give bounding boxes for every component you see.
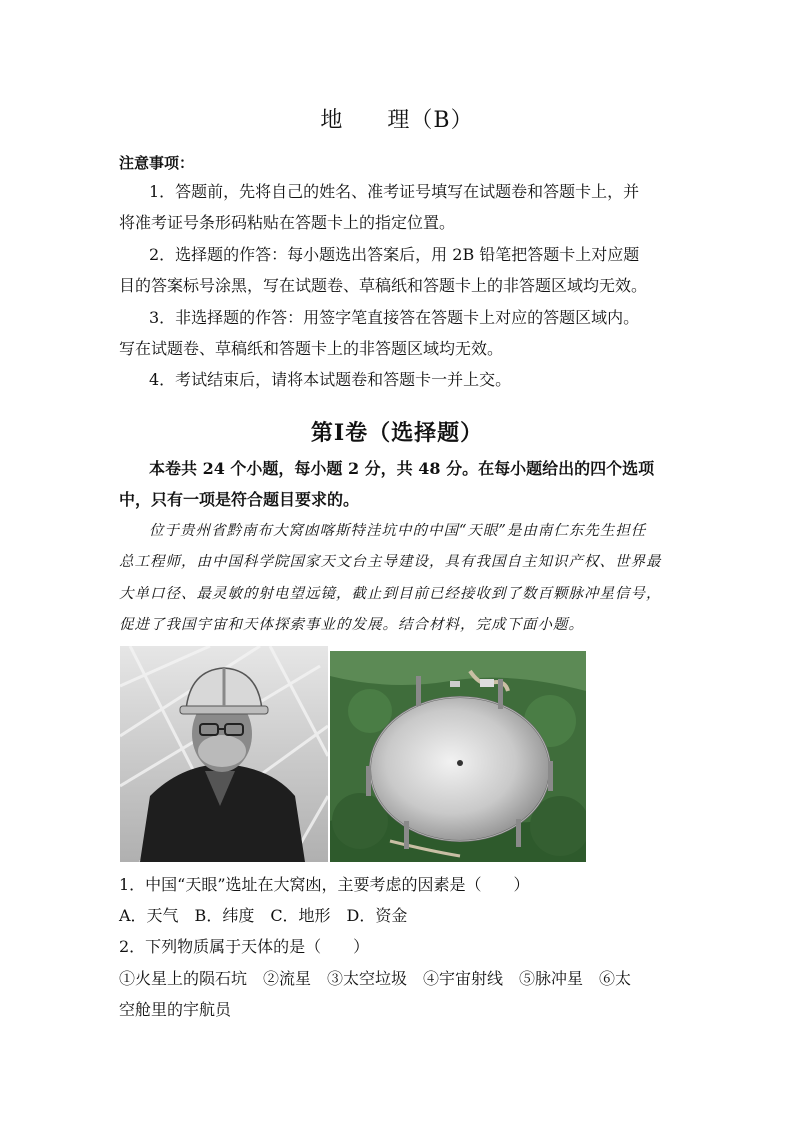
passage-line: 促进了我国宇宙和天体探索事业的发展。结合材料，完成下面小题。 <box>119 617 584 633</box>
question-1: 1．中国“天眼”选址在大窝凼，主要考虑的因素是（ ） <box>119 875 530 894</box>
section-title: 第Ⅰ卷（选择题） <box>310 420 484 446</box>
notice-line: 2．选择题的作答：每小题选出答案后，用 2B 铅笔把答题卡上对应题 <box>149 245 640 264</box>
notice-line: 4．考试结束后，请将本试题卷和答题卡一并上交。 <box>149 370 512 389</box>
question-2-items: ①火星上的陨石坑 ②流星 ③太空垃圾 ④宇宙射线 ⑤脉冲星 ⑥太 <box>119 969 632 988</box>
title-part-b: 理（B） <box>387 108 474 133</box>
passage-line: 位于贵州省黔南布大窝凼喀斯特洼坑中的中国“天眼”是由南仁东先生担任 <box>149 523 647 539</box>
notice-line: 目的答案标号涂黑，写在试题卷、草稿纸和答题卡上的非答题区域均无效。 <box>119 276 648 295</box>
portrait-illustration <box>120 646 328 862</box>
telescope-photo <box>330 651 586 862</box>
notice-line: 1．答题前，先将自己的姓名、准考证号填写在试题卷和答题卡上，并 <box>149 182 640 201</box>
telescope-illustration <box>330 651 586 862</box>
question-1-options: A．天气 B．纬度 C．地形 D．资金 <box>119 906 408 925</box>
question-2-items-continued: 空舱里的宇航员 <box>119 1000 232 1019</box>
notice-line: 写在试题卷、草稿纸和答题卡上的非答题区域均无效。 <box>119 339 504 358</box>
title-part-a: 地 <box>320 108 344 133</box>
passage-line: 总工程师，由中国科学院国家天文台主导建设，具有我国自主知识产权、世界最 <box>119 554 662 570</box>
page-title <box>0 103 794 134</box>
section-intro-line: 本卷共 24 个小题，每小题 2 分，共 48 分。在每小题给出的四个选项 <box>149 459 655 478</box>
passage-line: 大单口径、最灵敏的射电望远镜，截止到目前已经接收到了数百颗脉冲星信号， <box>119 586 662 602</box>
notice-heading: 注意事项： <box>119 154 195 172</box>
notice-line: 将准考证号条形码粘贴在答题卡上的指定位置。 <box>119 213 456 232</box>
question-2: 2．下列物质属于天体的是（ ） <box>119 937 370 956</box>
portrait-photo <box>120 646 328 862</box>
section-intro-line: 中，只有一项是符合题目要求的。 <box>119 490 360 509</box>
notice-line: 3．非选择题的作答：用签字笔直接答在答题卡上对应的答题区域内。 <box>149 308 640 327</box>
